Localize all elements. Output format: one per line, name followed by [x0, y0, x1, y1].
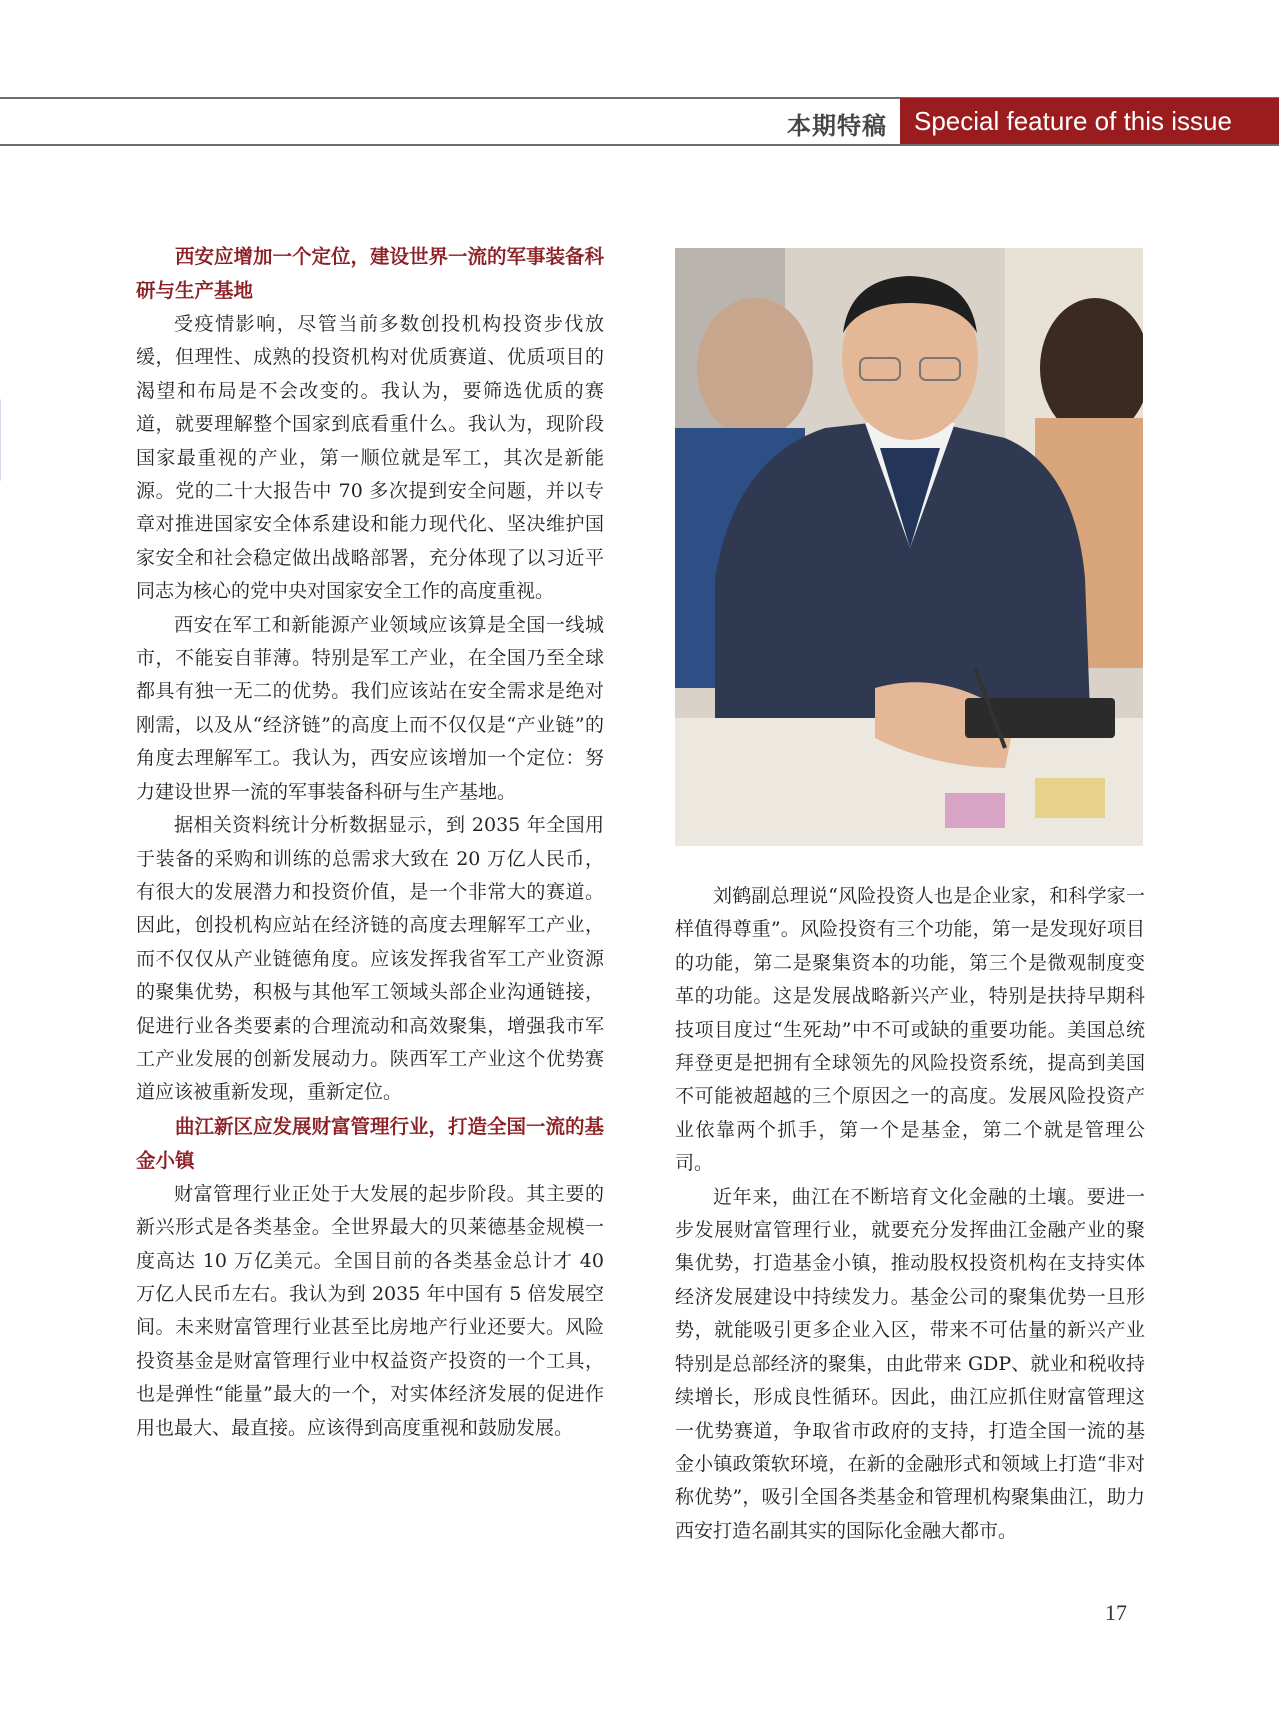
right-column [675, 880, 1145, 1548]
left-column [136, 240, 604, 1445]
subheading-wealth-management: 曲江新区应发展财富管理行业，打造全国一流的基金小镇 [136, 1114, 605, 1172]
section-title-en: Special feature of this issue [900, 98, 1279, 144]
paragraph: 据相关资料统计分析数据显示，到 2035 年全国用于装备的采购和训练的总需求大致在 20 万亿人民币，有很大的发展潜力和投资价值，是一个非常大的赛道。因此，创投机构应站在经济链的高度去理解军工产业，而不仅仅从产业链德角度。应该发挥我省军工产业资源的聚集优势，积极与其他军工领域头部企业沟通链接，促进行业各类要素的合理流动和高效聚集，增强我市军工产业发展的创新发展动力。陕西军工产业这个优势赛道应该被重新发现，重新定位。 [136, 814, 604, 1104]
decorative-hexagon-pattern [0, 360, 20, 520]
speaker-photo [675, 248, 1143, 846]
header-rule-bottom [0, 144, 1279, 146]
paragraph: 受疫情影响，尽管当前多数创投机构投资步伐放缓，但理性、成熟的投资机构对优质赛道、优质项目的渴望和布局是不会改变的。我认为，要筛选优质的赛道，就要理解整个国家到底看重什么。我认为，现阶段国家最重视的产业，第一顺位就是军工，其次是新能源。党的二十大报告中 70 多次提到安全问题，并以专章对推进国家安全体系建设和能力现代化、坚决维护国家安全和社会稳定做出战略部署，充分体现了以习近平同志为核心的党中央对国家安全工作的高度重视。 [136, 313, 604, 603]
page-number: 17 [1105, 1600, 1127, 1625]
paragraph: 财富管理行业正处于大发展的起步阶段。其主要的新兴形式是各类基金。全世界最大的贝莱德基金规模一度高达 10 万亿美元。全国目前的各类基金总计才 40 万亿人民币左右。我认为到 2035 年中国有 5 倍发展空间。未来财富管理行业甚至比房地产行业还要大。风险投资基金是财富管理行业中权益资产投资的一个工具，也是弹性“能量”最大的一个，对实体经济发展的促进作用也最大、最直接。应该得到高度重视和鼓励发展。 [136, 1182, 604, 1439]
paragraph: 西安在军工和新能源产业领域应该算是全国一线城市，不能妄自菲薄。特别是军工产业，在全国乃至全球都具有独一无二的优势。我们应该站在安全需求是绝对刚需，以及从“经济链”的高度上而不仅仅是“产业链”的角度去理解军工。我认为，西安应该增加一个定位：努力建设世界一流的军事装备科研与生产基地。 [136, 613, 604, 803]
paragraph: 近年来，曲江在不断培育文化金融的土壤。要进一步发展财富管理行业，就要充分发挥曲江金融产业的聚集优势，打造基金小镇，推动股权投资机构在支持实体经济发展建设中持续发力。基金公司的聚集优势一旦形势，就能吸引更多企业入区，带来不可估量的新兴产业特别是总部经济的聚集，由此带来 GDP、就业和税收持续增长，形成良性循环。因此，曲江应抓住财富管理这一优势赛道，争取省市政府的支持，打造全国一流的基金小镇政策软环境，在新的金融形式和领域上打造“非对称优势”，吸引全国各类基金和管理机构聚集曲江，助力西安打造名副其实的国际化金融大都市。 [675, 1185, 1145, 1542]
paragraph: 刘鹤副总理说“风险投资人也是企业家，和科学家一样值得尊重”。风险投资有三个功能，第一是发现好项目的功能，第二是聚集资本的功能，第三个是微观制度变革的功能。这是发展战略新兴产业，特别是扶持早期科技项目度过“生死劫”中不可或缺的重要功能。美国总统拜登更是把拥有全球领先的风险投资系统，提高到美国不可能被超越的三个原因之一的高度。发展风险投资产业依靠两个抓手，第一个是基金，第二个就是管理公司。 [675, 885, 1145, 1175]
section-title-cn: 本期特稿 [787, 112, 887, 140]
subheading-military: 西安应增加一个定位，建设世界一流的军事装备科研与生产基地 [136, 245, 605, 302]
